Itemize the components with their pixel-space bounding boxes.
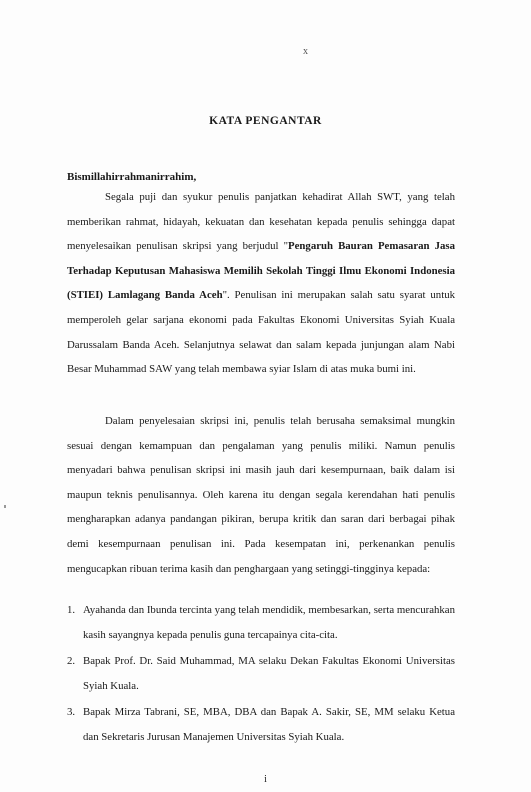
list-item-text: Bapak Mirza Tabrani, SE, MBA, DBA dan Bapak A. Sakir, SE, MM selaku Ketua dan Sekretaris Jurusan Manajemen Universitas Syiah Kuala. [83, 706, 455, 743]
scan-speck [4, 505, 6, 508]
list-item [67, 649, 455, 698]
top-mark: x [303, 46, 308, 57]
list-item-text: Bapak Prof. Dr. Said Muhammad, MA selaku Dekan Fakultas Ekonomi Universitas Syiah Kuala. [83, 655, 455, 692]
paragraph-intro [67, 185, 455, 382]
acknowledgement-list [67, 598, 455, 752]
list-item-number: 3. [67, 706, 76, 719]
paragraph-completion [67, 409, 455, 581]
paragraph-intro-text: Segala puji dan syukur penulis panjatkan kehadirat Allah SWT, yang telah memberikan rahmat, hidayah, kekuatan dan kesehatan kepada penulis sehingga dapat menyelesaikan penulisan skripsi yang berjudul " [67, 191, 455, 253]
list-item [67, 598, 455, 647]
thesis-title: Pengaruh Bauran Pemasaran Jasa Terhadap Keputusan Mahasiswa Memilih Sekolah Tinggi Ilmu Ekonomi Indonesia (STIEI) Lamlagang Banda Aceh [67, 240, 455, 302]
list-item-number: 2. [67, 655, 76, 668]
list-item [67, 700, 455, 749]
page-number: i [264, 774, 267, 785]
page-title: KATA PENGANTAR [209, 115, 322, 127]
salutation: Bismillahirrahmanirrahim, [67, 171, 197, 183]
list-item-text: Ayahanda dan Ibunda tercinta yang telah mendidik, membesarkan, serta mencurahkan kasih sayangnya kepada penulis guna tercapainya cita-cita. [83, 604, 455, 641]
list-item-number: 1. [67, 604, 76, 616]
paragraph-completion-text: Dalam penyelesaian skripsi ini, penulis telah berusaha semaksimal mungkin sesuai dengan kemampuan dan pengalaman yang penulis miliki. Namun penulis menyadari bahwa penulisan skripsi ini masih jauh dari kesempurnaan, baik dalam isi maupun teknis penulisannya. Oleh karena itu dengan segala kerendahan hati penulis mengharapkan adanya pandangan pikiran, berupa kritik dan saran dari berbagai pihak demi kesempurnaan penulisan ini. Pada kesempatan ini, perkenankan penulis mengucapkan ribuan terima kasih dan penghargaan yang setinggi-tingginya kepada: [67, 415, 455, 575]
paragraph-intro-text-continued: ". Penulisan ini merupakan salah satu syarat untuk memperoleh gelar sarjana ekonomi pada Fakultas Ekonomi Universitas Syiah Kuala Darussalam Banda Aceh. Selanjutnya selawat dan salam kepada junjungan alam Nabi Besar Muhammad SAW yang telah membawa syiar Islam di atas muka bumi ini. [67, 289, 455, 376]
